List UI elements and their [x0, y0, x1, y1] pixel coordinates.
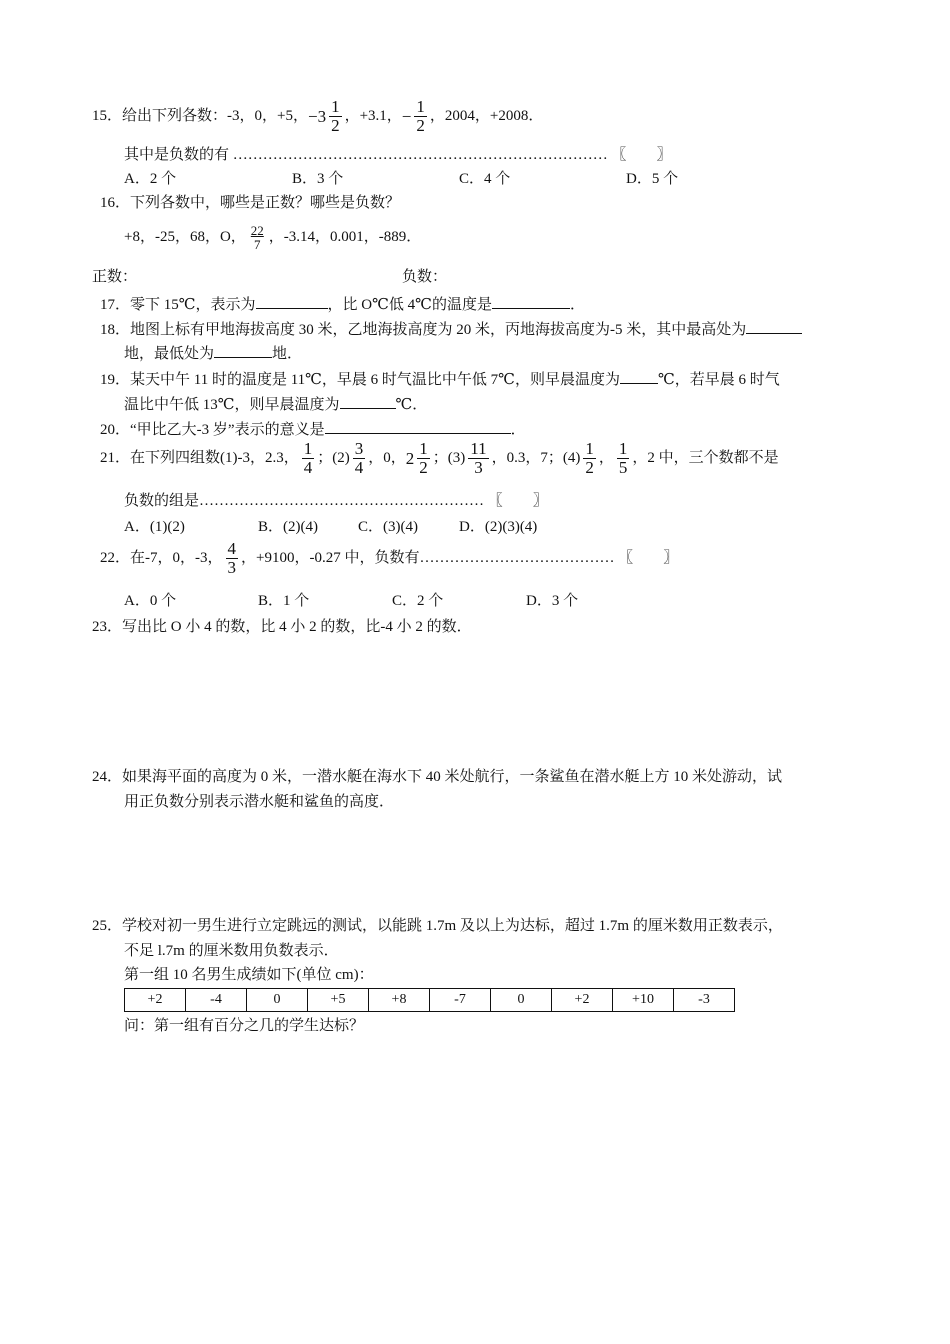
table-cell: 0: [247, 989, 308, 1012]
answer-prompt: 其中是负数的有 ………………………………………………………………… 〖 〗: [124, 147, 672, 163]
answer-blank[interactable]: [256, 296, 328, 309]
table-cell: 0: [491, 989, 552, 1012]
question-19: 19．某天中午 11 时的温度是 11℃，早晨 6 时气温比中午低 7℃，则早晨温度为 ℃，若早晨 6 时气: [100, 372, 780, 388]
question-number: 17．: [100, 297, 131, 313]
question-text: ，2004，+2008．: [429, 107, 544, 124]
question-16: [100, 196, 400, 211]
question-25-line2: 不足 l.7m 的厘米数用负数表示．: [124, 943, 339, 959]
option-b: B．3 个: [292, 171, 344, 187]
question-text: 下列各数中，哪些是正数？哪些是负数？: [130, 195, 401, 211]
answer-blank[interactable]: [492, 296, 570, 309]
answer-blank[interactable]: [325, 421, 511, 434]
table-cell: -7: [430, 989, 491, 1012]
answer-blank[interactable]: [340, 396, 396, 409]
table-cell: +2: [125, 989, 186, 1012]
question-number: 18．: [100, 322, 131, 338]
fraction: − $\frac{1}{2}$: [401, 97, 425, 135]
option-d: D．3 个: [526, 593, 579, 609]
question-20: 20．“甲比乙大-3 岁”表示的意义是 ．: [100, 422, 526, 438]
table-cell: +2: [552, 989, 613, 1012]
table-cell: +8: [369, 989, 430, 1012]
number-list: +8，-25，68，O， $\frac{22}{7}$ ，-3.14，0.001，-889．: [124, 223, 422, 252]
question-24: 24．如果海平面的高度为 0 米，一潜水艇在海水下 40 米处航行，一条鲨鱼在潜水艇上方 10 米处游动，试: [92, 769, 783, 785]
question-number: 15．: [92, 107, 123, 124]
question-number: 23．: [92, 619, 123, 635]
negative-label: 负数：: [402, 269, 448, 285]
option-b: B．1 个: [258, 593, 310, 609]
answer-prompt: 负数的组是………………………………………………… 〖 〗: [124, 493, 548, 509]
fraction: $\frac{4}{3}$: [227, 539, 237, 577]
question-number: 24．: [92, 769, 123, 785]
question-25-prompt: 问：第一组有百分之几的学生达标？: [124, 1018, 365, 1034]
fraction: $\frac{1}{5}$: [618, 439, 628, 477]
fraction: $\frac{11}{3}$: [470, 439, 487, 477]
question-24-line2: 用正负数分别表示潜水艇和鲨鱼的高度．: [124, 794, 395, 810]
mixed-fraction: −3 $\frac{1}{2}$: [307, 97, 340, 135]
option-a: A．2 个: [124, 171, 177, 187]
scores-table: [124, 988, 735, 1012]
answer-blank[interactable]: [620, 371, 658, 384]
question-18: 18．地图上标有甲地海拔高度 30 米，乙地海拔高度为 20 米，丙地海拔高度为-5 米，其中最高处为: [100, 321, 802, 338]
question-18-line2: 地，最低处为 地．: [124, 346, 303, 362]
question-25: 25．学校对初一男生进行立定跳远的测试，以能跳 1.7m 及以上为达标，超过 1.7m 的厘米数用正数表示，: [92, 918, 783, 934]
option-c: C．2 个: [392, 593, 444, 609]
table-row: [125, 989, 735, 1012]
option-a: A．0 个: [124, 593, 177, 609]
question-15: [92, 98, 543, 135]
positive-label: 正数：: [92, 269, 138, 285]
question-23: 23．写出比 O 小 4 的数，比 4 小 2 的数，比-4 小 2 的数．: [92, 619, 472, 635]
question-number: 16．: [100, 195, 131, 211]
mixed-fraction: 2 $\frac{1}{2}$: [405, 439, 428, 477]
table-cell: +5: [308, 989, 369, 1012]
fraction: $\frac{1}{2}$: [585, 439, 594, 477]
question-21: 21．在下列四组数(1)-3，2.3， $\frac{1}{4}$ ；(2) $\frac{3}{4}$ ，0，2 $\frac{1}{2}$ ；(3) $\frac{11}{3}$ ，0.3，7；(4) $\frac{1}{2}$ ， $\frac{1}{5}$ ，2 中，三个数都不是: [100, 439, 779, 477]
option-c: C．(3)(4): [358, 519, 418, 535]
option-d: D．(2)(3)(4): [459, 519, 538, 535]
table-cell: +10: [613, 989, 674, 1012]
question-19-line2: 温比中午低 13℃，则早晨温度为 ℃．: [124, 397, 428, 413]
question-number: 20．: [100, 422, 131, 438]
question-number: 21．: [100, 449, 131, 466]
option-a: A．(1)(2): [124, 519, 185, 535]
question-17: 17．零下 15℃，表示为 ，比 O℃低 4℃的温度是 ．: [100, 297, 585, 313]
option-c: C．4 个: [459, 171, 511, 187]
table-cell: -3: [674, 989, 735, 1012]
option-d: D．5 个: [626, 171, 679, 187]
question-number: 25．: [92, 918, 123, 934]
answer-blank[interactable]: [746, 321, 802, 334]
question-number: 22．: [100, 549, 131, 566]
option-b: B．(2)(4): [258, 519, 318, 535]
fraction: $\frac{1}{4}$: [303, 439, 313, 477]
table-cell: -4: [186, 989, 247, 1012]
answer-blank[interactable]: [214, 345, 272, 358]
question-22: 22．在-7，0，-3， $\frac{4}{3}$ ，+9100，-0.27 中，负数有………………………………… 〖 〗: [100, 539, 679, 577]
question-text: ，+3.1，: [344, 107, 402, 124]
question-text: 给出下列各数：-3，0，+5，: [122, 107, 308, 124]
question-25-line3: 第一组 10 名男生成绩如下(单位 cm)：: [124, 967, 374, 983]
fraction: $\frac{22}{7}$: [250, 223, 264, 252]
question-number: 19．: [100, 372, 131, 388]
fraction: $\frac{3}{4}$: [354, 439, 364, 477]
